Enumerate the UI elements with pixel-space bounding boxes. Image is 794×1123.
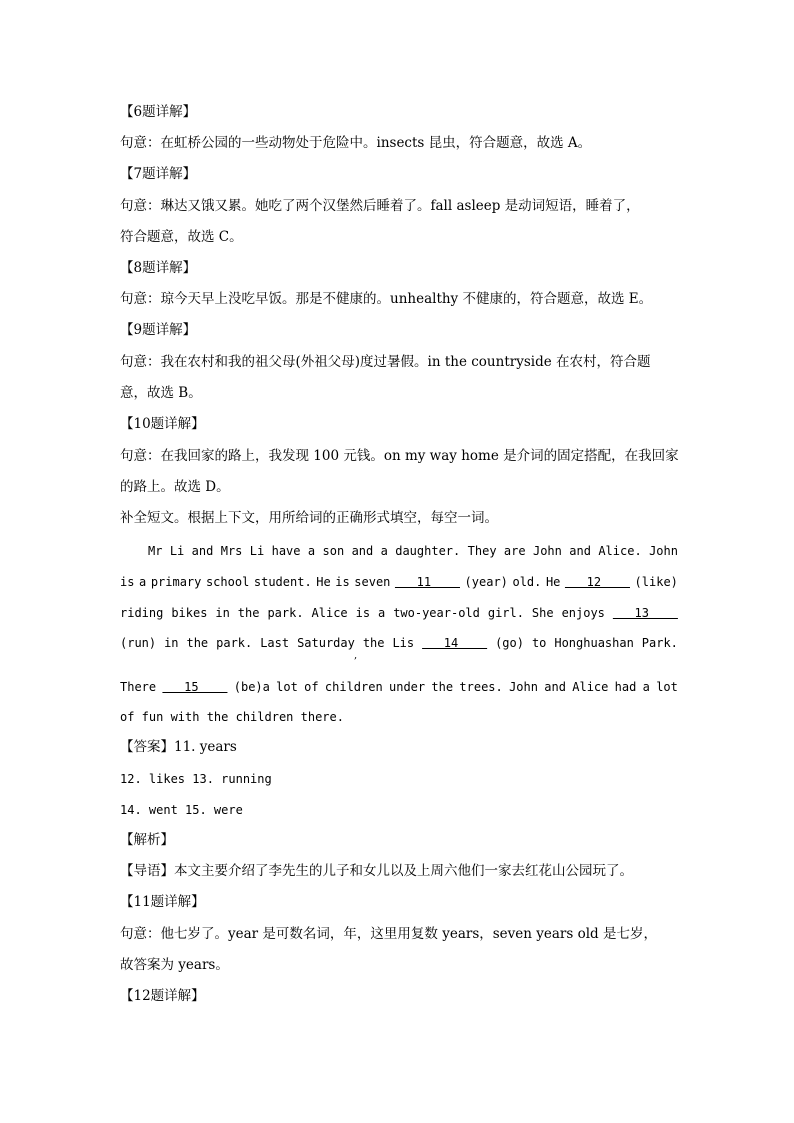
answer-blank: 14 bbox=[422, 636, 488, 650]
explanation-q8: 句意：琼今天早上没吃早饭。那是不健康的。unhealthy 不健康的，符合题意，故选 E。 bbox=[120, 291, 653, 307]
explanation-q10-line1: 句意：在我回家的路上，我发现 100 元钱。on my way home 是介词的固定搭配，在我回家 bbox=[120, 448, 679, 464]
passage-word: a bbox=[642, 680, 650, 694]
passage-word: They bbox=[467, 544, 497, 558]
passage-word: seven bbox=[354, 575, 391, 589]
passage-word: a bbox=[378, 606, 386, 620]
explanation-q10-line2: 的路上。故选 D。 bbox=[120, 479, 230, 495]
passage-word: primary bbox=[150, 575, 202, 589]
passage-word: to bbox=[531, 636, 547, 650]
answer-line-3: 14. went 15. were bbox=[120, 803, 243, 817]
passage-word: (go) bbox=[495, 636, 524, 650]
passage-word: a bbox=[139, 575, 147, 589]
passage-word: a bbox=[307, 544, 316, 558]
passage-word: Mrs bbox=[220, 544, 243, 558]
passage-word: had bbox=[614, 680, 637, 694]
passage-word: Park. bbox=[641, 636, 678, 650]
answer-line-1: 【答案】11. years bbox=[120, 739, 237, 755]
passage-word: Alice bbox=[572, 680, 609, 694]
passage-word: (run) bbox=[120, 636, 157, 650]
explanation-q11-line1: 句意：他七岁了。year 是可数名词，年，这里用复数 years，seven years old 是七岁， bbox=[120, 926, 657, 942]
passage-word: He bbox=[545, 575, 561, 589]
passage-word: a bbox=[380, 544, 388, 558]
section-heading-q7: 【7题详解】 bbox=[120, 166, 197, 182]
passage-line-5 bbox=[120, 677, 678, 697]
passage-word: (year) bbox=[464, 575, 508, 589]
passage-word: Li bbox=[249, 544, 265, 558]
explanation-q6: 句意：在虹桥公园的一些动物处于危险中。insects 昆虫，符合题意，故选 A。 bbox=[120, 135, 592, 151]
passage-word: She bbox=[531, 606, 554, 620]
instructions: 补全短文。根据上下文，用所给词的正确形式填空，每空一词。 bbox=[120, 510, 498, 526]
passage-word: and bbox=[569, 544, 591, 558]
explanation-q9-line1: 句意：我在农村和我的祖父母(外祖父母)度过暑假。in the countryside 在农村，符合题 bbox=[120, 354, 651, 370]
answer-line-2: 12. likes 13. running bbox=[120, 772, 272, 786]
passage-word: children bbox=[324, 680, 383, 694]
passage-word: bikes bbox=[171, 606, 208, 620]
analysis-heading: 【解析】 bbox=[120, 832, 174, 848]
passage-word: student. bbox=[253, 575, 312, 589]
passage-word: (be)a bbox=[233, 680, 270, 694]
passage-word: have bbox=[271, 544, 301, 558]
answer-blank: 12 bbox=[564, 575, 630, 589]
passage-word: John bbox=[509, 680, 538, 694]
passage-word: park. bbox=[267, 606, 304, 620]
answer-blank: 13 bbox=[612, 606, 678, 620]
passage-line-4 bbox=[120, 633, 678, 653]
passage-line-1 bbox=[148, 541, 678, 561]
passage-word: the bbox=[362, 636, 385, 650]
passage-word: Alice. bbox=[598, 544, 642, 558]
passage-line-6: of fun with the children there. bbox=[120, 710, 344, 724]
passage-word: the bbox=[186, 636, 209, 650]
passage-word: Lis bbox=[392, 636, 415, 650]
passage-word: the bbox=[431, 680, 454, 694]
section-heading-q8: 【8题详解】 bbox=[120, 260, 197, 276]
section-heading-q10: 【10题详解】 bbox=[120, 416, 205, 432]
section-heading-q9: 【9题详解】 bbox=[120, 322, 197, 338]
passage-word: under bbox=[389, 680, 426, 694]
explanation-q7-line2: 符合题意，故选 C。 bbox=[120, 229, 243, 245]
passage-word: old. bbox=[512, 575, 542, 589]
passage-word: He bbox=[316, 575, 331, 589]
explanation-q7-line1: 句意：琳达又饿又累。她吃了两个汉堡然后睡着了。fall asleep 是动词短语，睡着了， bbox=[120, 198, 640, 214]
passage-word: Li bbox=[169, 544, 185, 558]
passage-word: and bbox=[351, 544, 374, 558]
passage-line-2 bbox=[120, 572, 678, 592]
passage-word: of bbox=[304, 680, 319, 694]
passage-word: son bbox=[322, 544, 345, 558]
guide-text: 【导语】本文主要介绍了李先生的儿子和女儿以及上周六他们一家去红花山公园玩了。 bbox=[120, 863, 633, 879]
passage-word: John bbox=[532, 544, 562, 558]
passage-word: riding bbox=[120, 606, 164, 620]
passage-word: Mr bbox=[148, 544, 163, 558]
passage-word: trees. bbox=[459, 680, 503, 694]
explanation-q11-line2: 故答案为 years。 bbox=[120, 957, 229, 973]
passage-word: in bbox=[164, 636, 179, 650]
passage-word: are bbox=[503, 544, 526, 558]
passage-word: Alice bbox=[311, 606, 348, 620]
section-heading-q11: 【11题详解】 bbox=[120, 894, 205, 910]
answer-blank: 11 bbox=[394, 575, 460, 589]
passage-word: There bbox=[120, 680, 157, 694]
passage-word: Saturday bbox=[297, 636, 355, 650]
passage-word: school bbox=[205, 575, 250, 589]
passage-line-3 bbox=[120, 603, 678, 623]
explanation-q9-line2: 意，故选 B。 bbox=[120, 385, 202, 401]
passage-word: is bbox=[120, 575, 135, 589]
passage-word: the bbox=[237, 606, 260, 620]
passage-word: John bbox=[649, 544, 678, 558]
answer-blank: 15 bbox=[162, 680, 228, 694]
passage-word: and bbox=[191, 544, 214, 558]
passage-word: lot bbox=[656, 680, 678, 694]
stray-mark: , bbox=[354, 650, 358, 661]
passage-word: enjoys bbox=[561, 606, 605, 620]
passage-word: park. bbox=[216, 636, 253, 650]
passage-word: (like) bbox=[634, 575, 678, 589]
passage-word: is bbox=[335, 575, 350, 589]
passage-word: is bbox=[355, 606, 371, 620]
passage-word: lot bbox=[276, 680, 298, 694]
passage-word: Last bbox=[260, 636, 290, 650]
passage-word: and bbox=[544, 680, 566, 694]
passage-word: in bbox=[215, 606, 230, 620]
passage-word: daughter. bbox=[395, 544, 461, 558]
passage-word: two-year-old bbox=[393, 606, 480, 620]
passage-word: Honghuashan bbox=[554, 636, 634, 650]
section-heading-q6: 【6题详解】 bbox=[120, 104, 197, 120]
passage-word: girl. bbox=[487, 606, 524, 620]
section-heading-q12: 【12题详解】 bbox=[120, 988, 205, 1004]
